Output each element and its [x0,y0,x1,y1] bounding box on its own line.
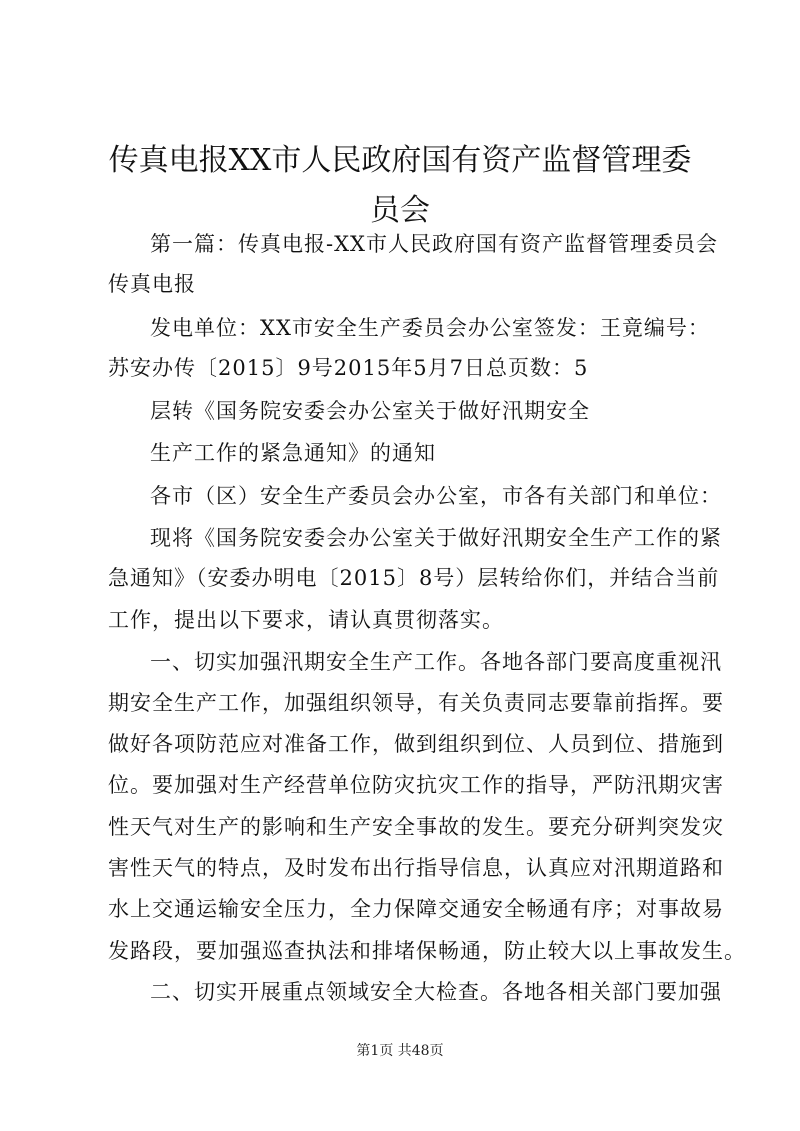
salutation-line: 各市（区）安全生产委员会办公室，市各有关部门和单位： [150,484,722,508]
text-line: 传真电报 [108,272,196,296]
paragraph-line: 性天气对生产的影响和生产安全事故的发生。要充分研判突发灾 [108,815,724,839]
page-footer: 第1页 共48页 [356,1043,444,1059]
sender-info-line: 发电单位：XX市安全生产委员会办公室签发：王竟编号： [150,316,710,340]
paragraph-line: 现将《国务院安委会办公室关于做好汛期安全生产工作的紧 [150,526,722,550]
notice-title-line-2: 生产工作的紧急通知》的通知 [150,441,436,465]
paragraph-line: 急通知》（安委办明电〔2015〕8号）层转给你们，并结合当前 [108,566,720,590]
paragraph-line: 做好各项防范应对准备工作，做到组织到位、人员到位、措施到 [108,732,724,756]
paragraph-line: 发路段，要加强巡查执法和排堵保畅通，防止较大以上事故发生。 [108,939,746,963]
title-line-2: 员会 [370,193,430,228]
paragraph-line: 工作，提出以下要求，请认真贯彻落实。 [108,608,504,632]
document-number-line: 苏安办传〔2015〕9号2015年5月7日总页数：5 [108,356,589,380]
title-line-1: 传真电报XX市人民政府国有资产监督管理委 [108,143,692,178]
paragraph-line: 水上交通运输安全压力，全力保障交通安全畅通有序；对事故易 [108,897,724,921]
paragraph-line: 一、切实加强汛期安全生产工作。各地各部门要高度重视汛 [150,650,722,674]
paragraph-line: 二、切实开展重点领域安全大检查。各地各相关部门要加强 [150,980,722,1004]
notice-title-line-1: 层转《国务院安委会办公室关于做好汛期安全 [150,399,590,423]
paragraph-line: 位。要加强对生产经营单位防灾抗灾工作的指导，严防汛期灾害 [108,773,724,797]
paragraph-line: 害性天气的特点，及时发布出行指导信息，认真应对汛期道路和 [108,856,724,880]
document-title [100,136,700,236]
section-heading: 第一篇：传真电报-XX市人民政府国有资产监督管理委员会 [150,232,718,256]
paragraph-line: 期安全生产工作，加强组织领导，有关负责同志要靠前指挥。要 [108,691,724,715]
